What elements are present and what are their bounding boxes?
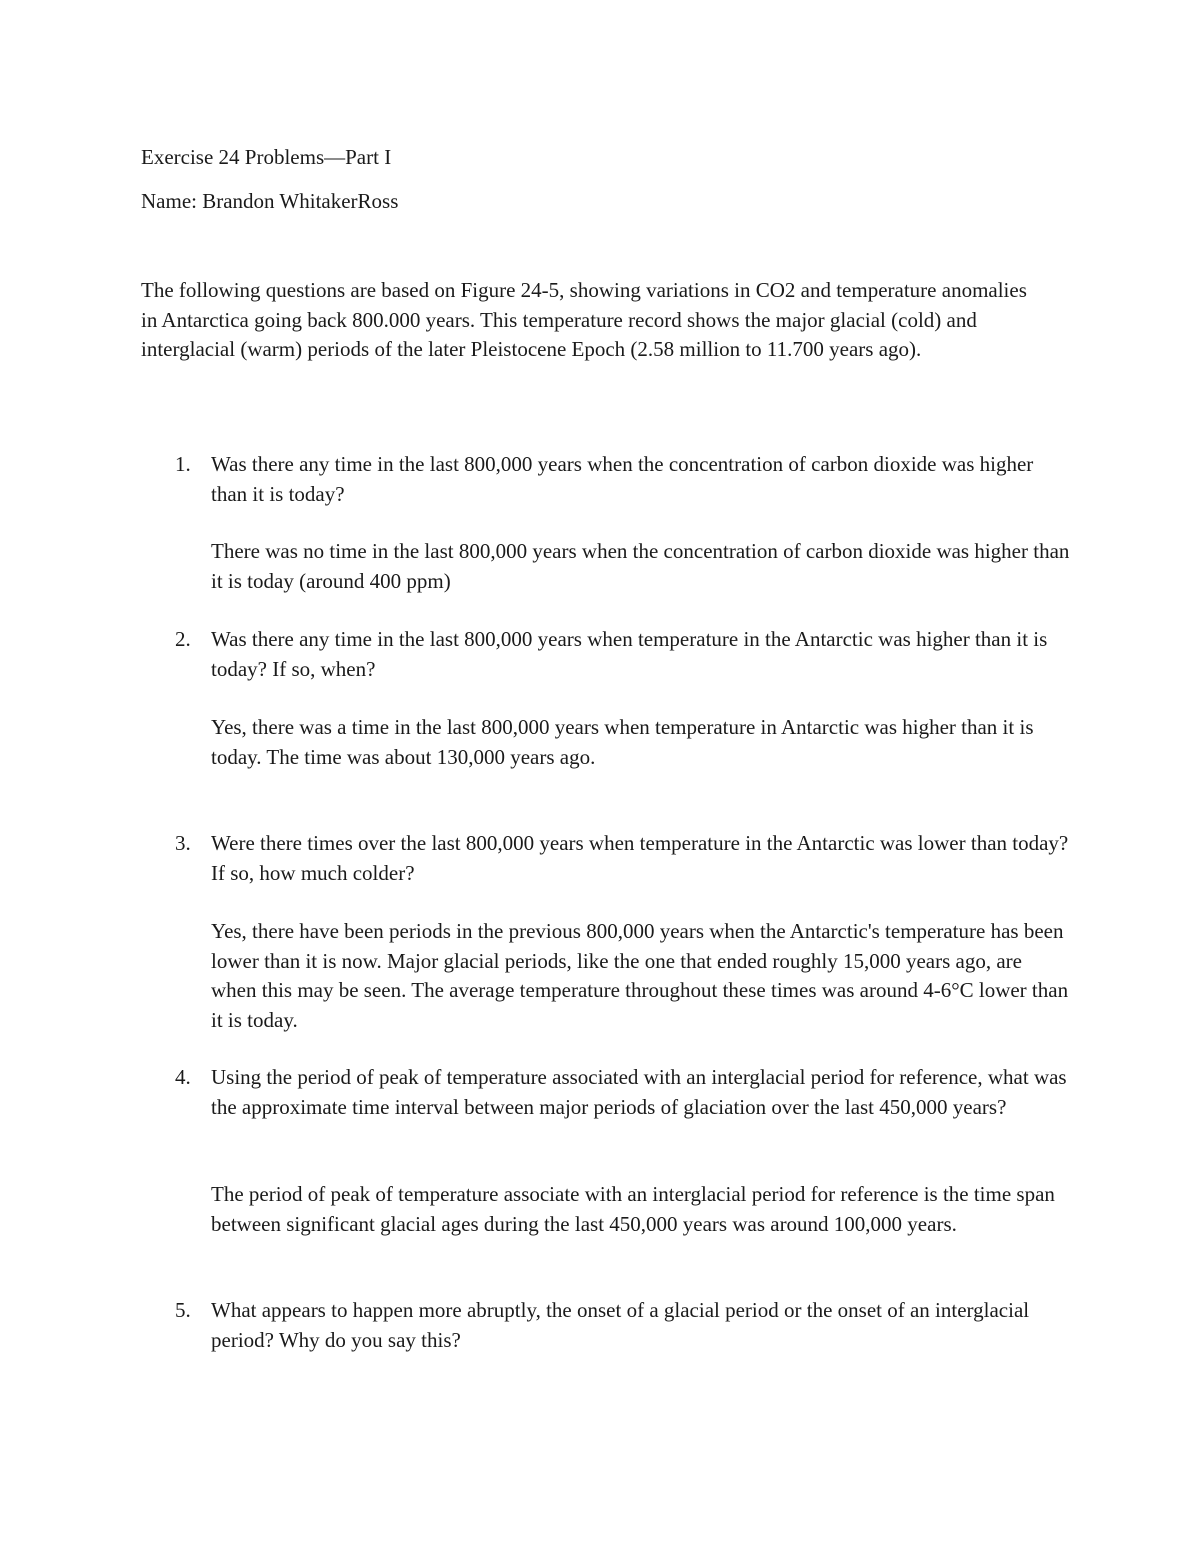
question-number: 2. [175,627,191,651]
question-text: Were there times over the last 800,000 years when temperature in the Antarctic was lower than today? If so, how much colder? [211,831,1069,885]
answer-3: Yes, there have been periods in the previous 800,000 years when the Antarctic's temperature has been lower than it is now. Major glacial periods, like the one that ended roughly 15,000 years ago, are when this may be seen. The average temperature throughout these times was around 4-6°C lower than it is today. [211,919,1069,1032]
question-text: Was there any time in the last 800,000 years when the concentration of carbon dioxide was higher than it is today? [211,452,1034,506]
question-number: 5. [175,1298,191,1322]
question-number: 3. [175,831,191,855]
question-text: What appears to happen more abruptly, the onset of a glacial period or the onset of an interglacial period? Why do you say this? [211,1298,1030,1352]
intro-paragraph: The following questions are based on Figure 24-5, showing variations in CO2 and temperature anomalies in Antarctica going back 800.000 years. This temperature record shows the major glacial (cold) and interglacial (warm) periods of the later Pleistocene Epoch (2.58 million to 11.700 years ago). [141,278,1027,361]
answer-4: The period of peak of temperature associate with an interglacial period for reference is the time span between significant glacial ages during the last 450,000 years was around 100,000 years. [211,1182,1055,1236]
question-text: Using the period of peak of temperature associated with an interglacial period for reference, what was the approximate time interval between major periods of glaciation over the last 450,000 years? [211,1065,1067,1119]
question-number: 4. [175,1065,191,1089]
student-name: Name: Brandon WhitakerRoss [141,189,399,213]
page-title: Exercise 24 Problems—Part I [141,145,392,169]
question-text: Was there any time in the last 800,000 years when temperature in the Antarctic was higher than it is today? If so, when? [211,627,1048,681]
answer-2: Yes, there was a time in the last 800,000 years when temperature in Antarctic was higher than it is today. The time was about 130,000 years ago. [211,715,1034,769]
question-number: 1. [175,452,191,476]
answer-1: There was no time in the last 800,000 years when the concentration of carbon dioxide was higher than it is today (around 400 ppm) [211,539,1070,593]
